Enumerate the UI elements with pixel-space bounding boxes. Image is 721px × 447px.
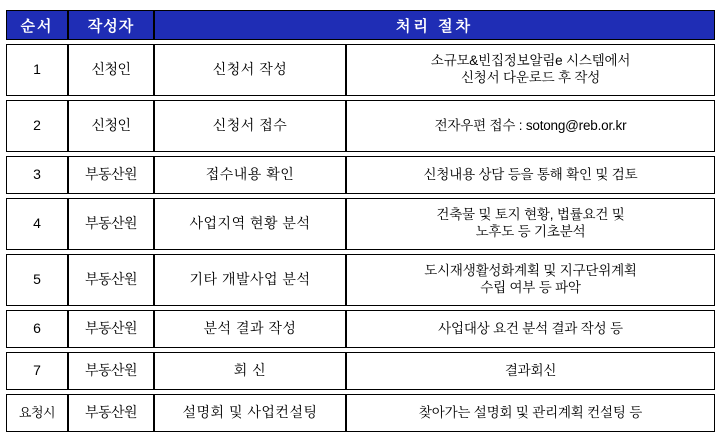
- cell-seq: 7: [6, 352, 68, 390]
- table-row: [6, 352, 715, 390]
- cell-detail: 결과회신: [346, 352, 715, 390]
- cell-actor: 부동산원: [68, 198, 154, 250]
- cell-detail-line2: 노후도 등 기초분석: [475, 224, 586, 239]
- table-row: [6, 100, 715, 152]
- cell-detail-line1: 전자우편 접수 : sotong@reb.or.kr: [434, 117, 627, 133]
- column-header-actor: 작성자: [68, 10, 154, 40]
- table-body: [6, 44, 715, 432]
- cell-detail-line1: 도시재생활성화계획 및 지구단위계획: [424, 263, 637, 279]
- cell-step: 신청서 작성: [154, 44, 346, 96]
- cell-seq: 4: [6, 198, 68, 250]
- cell-actor: 부동산원: [68, 352, 154, 390]
- cell-actor: 부동산원: [68, 394, 154, 432]
- cell-step: 분석 결과 작성: [154, 310, 346, 348]
- cell-step: 신청서 접수: [154, 100, 346, 152]
- cell-actor: 신청인: [68, 44, 154, 96]
- cell-detail: [346, 198, 715, 250]
- cell-detail: 신청내용 상담 등을 통해 확인 및 검토: [346, 156, 715, 194]
- cell-step: 기타 개발사업 분석: [154, 254, 346, 306]
- cell-actor: 부동산원: [68, 310, 154, 348]
- cell-actor: 신청인: [68, 100, 154, 152]
- cell-seq: 5: [6, 254, 68, 306]
- table-row: [6, 44, 715, 96]
- cell-detail: [346, 100, 715, 152]
- cell-seq: 1: [6, 44, 68, 96]
- table-row: [6, 310, 715, 348]
- cell-detail-line1: 소규모&빈집정보알림e 시스템에서: [430, 53, 631, 69]
- cell-step: 사업지역 현황 분석: [154, 198, 346, 250]
- procedure-table: [6, 6, 715, 436]
- cell-detail: [346, 254, 715, 306]
- table-row: [6, 394, 715, 432]
- column-header-procedure: 처리 절차: [154, 10, 715, 40]
- cell-detail-line2: 신청서 다운로드 후 작성: [460, 70, 601, 85]
- table-row: [6, 254, 715, 306]
- cell-detail: 사업대상 요건 분석 결과 작성 등: [346, 310, 715, 348]
- cell-detail: [346, 44, 715, 96]
- cell-detail-line1: 건축물 및 토지 현황, 법률요건 및: [436, 207, 625, 223]
- column-header-seq: 순서: [6, 10, 68, 40]
- cell-seq: 6: [6, 310, 68, 348]
- header-row: [6, 10, 715, 40]
- cell-seq: 요청시: [6, 394, 68, 432]
- cell-step: 접수내용 확인: [154, 156, 346, 194]
- table-row: [6, 156, 715, 194]
- cell-seq: 2: [6, 100, 68, 152]
- cell-actor: 부동산원: [68, 156, 154, 194]
- cell-seq: 3: [6, 156, 68, 194]
- cell-step: 회 신: [154, 352, 346, 390]
- cell-actor: 부동산원: [68, 254, 154, 306]
- cell-step: 설명회 및 사업컨설팅: [154, 394, 346, 432]
- cell-detail: 찾아가는 설명회 및 관리계획 컨설팅 등: [346, 394, 715, 432]
- table-header: [6, 10, 715, 40]
- table-row: [6, 198, 715, 250]
- cell-detail-line2: 수립 여부 등 파악: [480, 280, 581, 295]
